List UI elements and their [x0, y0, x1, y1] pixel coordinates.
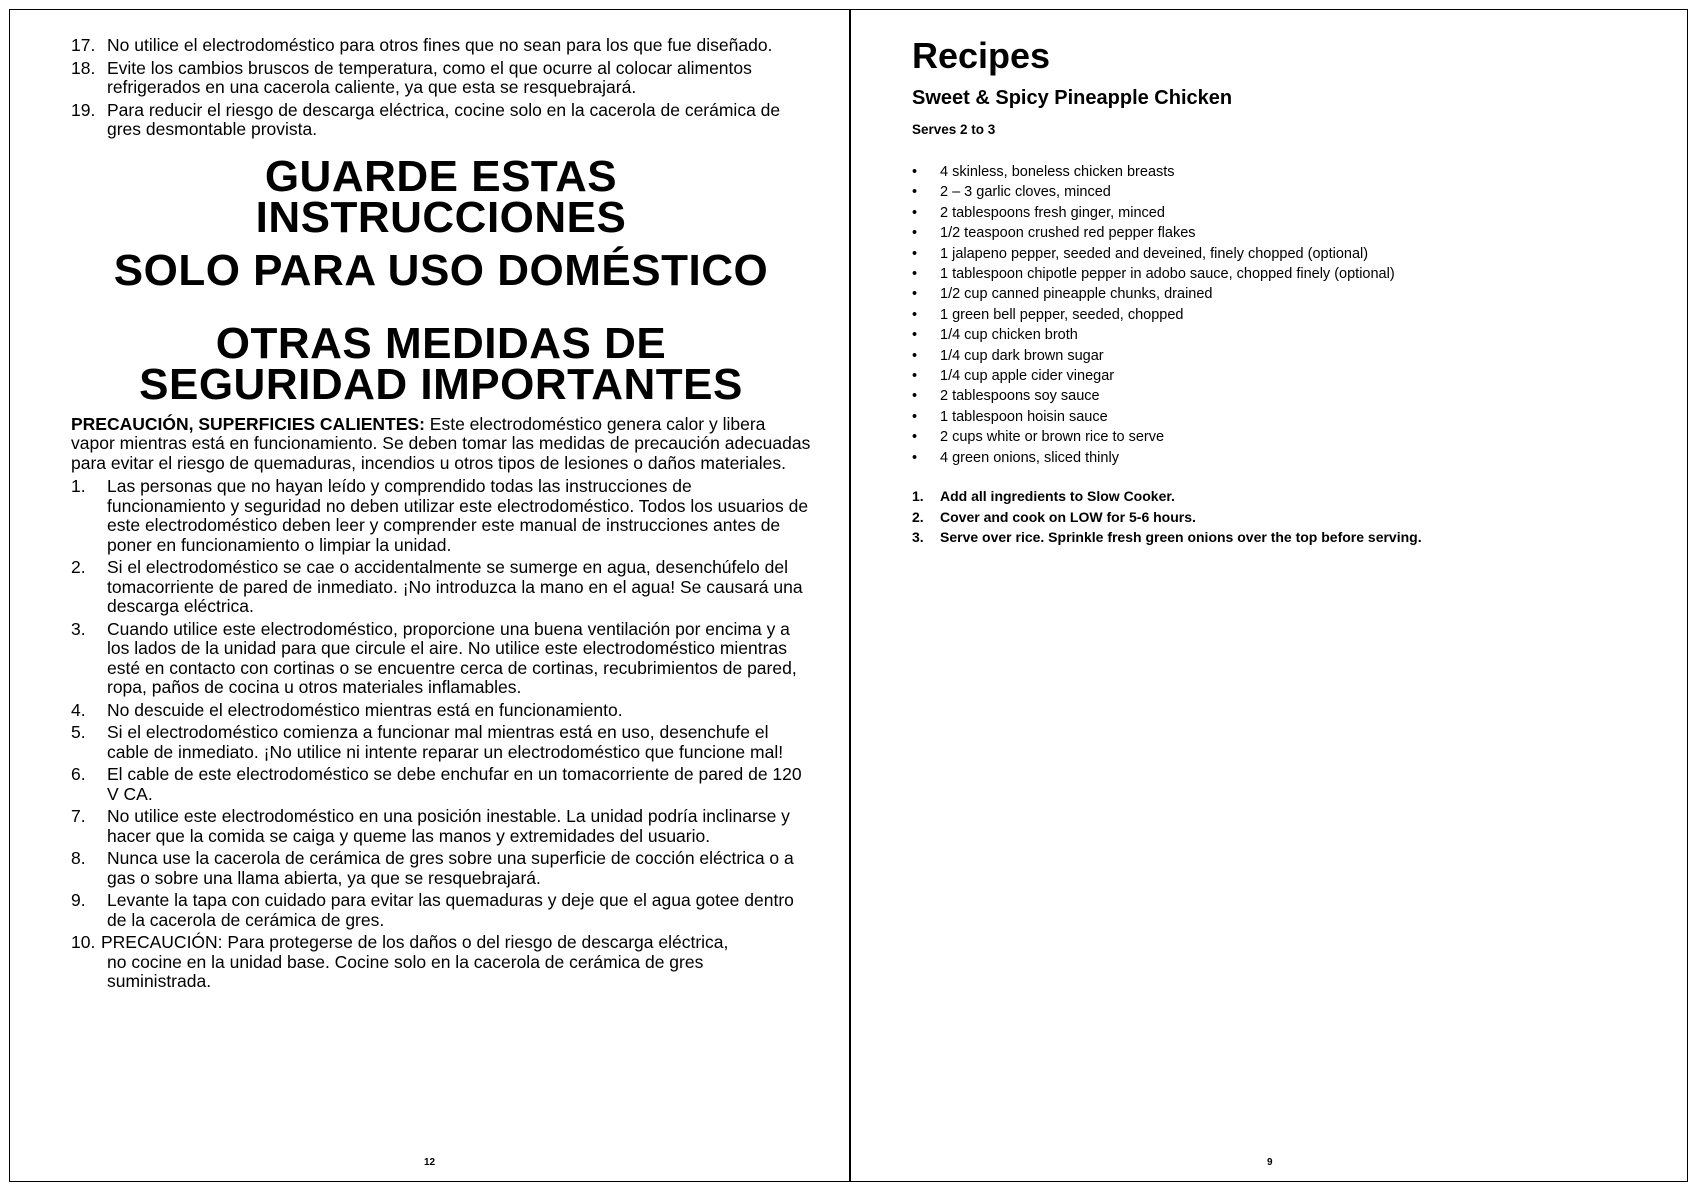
bullet-icon: • — [912, 184, 918, 201]
bullet-icon: • — [912, 429, 918, 446]
recipes-title: Recipes — [912, 35, 1051, 76]
ingredient-item — [912, 386, 1652, 406]
ingredient-item — [912, 407, 1652, 427]
ingredient-text: 2 – 3 garlic cloves, minced — [940, 184, 1111, 201]
item-number: 18. — [71, 57, 96, 78]
item-text: Las personas que no hayan leído y comprendido todas las instrucciones de funcionamiento y seguridad no deben utilizar este electrodoméstico. Todos los usuarios de este electrodoméstico deben leer y comprender este manual de instrucciones antes de poner en funcionamiento o limpiar la unidad. — [107, 476, 809, 555]
item-number: 17. — [71, 35, 96, 55]
item-text: Si el electrodoméstico comienza a funcionar mal mientras está en uso, desenchufe el cable de inmediato. ¡No utilice ni intente reparar un electrodoméstico que funcione mal! — [107, 722, 784, 762]
item-text-continued: no cocine en la unidad base. Cocine solo en la cacerola de cerámica de gres suministrada. — [107, 951, 704, 991]
ingredient-text: 1/4 cup chicken broth — [940, 327, 1078, 344]
ingredient-text: 1 tablespoon hoisin sauce — [940, 408, 1108, 425]
bullet-icon: • — [912, 347, 918, 364]
item-text: No utilice este electrodoméstico en una posición inestable. La unidad podría inclinarse y hacer que la comida se caiga y queme las manos y extremidades del usuario. — [107, 806, 790, 846]
ingredient-text: 1/4 cup apple cider vinegar — [940, 368, 1115, 385]
item-number: 19. — [71, 99, 96, 120]
top-items-list — [71, 36, 811, 140]
steps-list — [912, 486, 1652, 547]
ingredient-item — [912, 244, 1652, 264]
ingredient-text: 1/4 cup dark brown sugar — [940, 347, 1104, 364]
item-number: 4. — [71, 699, 86, 720]
item-number: 9. — [71, 890, 86, 910]
left-page — [9, 9, 849, 1182]
item-number: 3. — [71, 618, 86, 639]
ingredient-text: 2 tablespoons fresh ginger, minced — [940, 204, 1165, 221]
step-number: 3. — [912, 528, 924, 545]
item-text: PRECAUCIÓN: Para protegerse de los daños o del riesgo de descarga eléctrica, — [101, 932, 729, 952]
list-item — [71, 933, 811, 992]
heading-line: GUARDE ESTAS — [264, 151, 618, 201]
bullet-icon: • — [912, 225, 918, 242]
ingredient-text: 4 green onions, sliced thinly — [940, 449, 1119, 466]
ingredient-item — [912, 284, 1652, 304]
page-number: 12 — [424, 1157, 436, 1168]
ingredient-text: 1 jalapeno pepper, seeded and deveined, finely chopped (optional) — [940, 245, 1369, 262]
heading-solo-para-uso-domestico: SOLO PARA USO DOMÉSTICO — [113, 245, 769, 295]
item-text: No utilice el electrodoméstico para otros fines que no sean para los que fue diseñado. — [107, 35, 773, 55]
list-item — [71, 477, 811, 555]
step-text: Add all ingredients to Slow Cooker. — [940, 488, 1175, 505]
item-text: Evite los cambios bruscos de temperatura, como el que ocurre al colocar alimentos refrigerados en una cacerola caliente, ya que esta se resquebrajará. — [107, 57, 752, 97]
item-text: El cable de este electrodoméstico se debe enchufar en un tomacorriente de pared de 120 V CA. — [107, 764, 802, 804]
bullet-icon: • — [912, 245, 918, 262]
step-text: Cover and cook on LOW for 5-6 hours. — [940, 508, 1196, 525]
item-number: 6. — [71, 764, 86, 784]
item-number: 1. — [71, 476, 86, 496]
left-page-content — [71, 36, 811, 995]
bullet-icon: • — [912, 164, 918, 180]
step-number: 2. — [912, 508, 924, 525]
item-number: 7. — [71, 806, 86, 826]
ingredient-text: 4 skinless, boneless chicken breasts — [940, 164, 1175, 180]
ingredient-item — [912, 366, 1652, 386]
list-item — [71, 36, 811, 56]
ingredient-item — [912, 223, 1652, 243]
ingredient-text: 1 tablespoon chipotle pepper in adobo sauce, chopped finely (optional) — [940, 266, 1395, 283]
item-text: Para reducir el riesgo de descarga eléctrica, cocine solo en la cacerola de cerámica de gres desmontable provista. — [107, 99, 781, 139]
ingredient-item — [912, 182, 1652, 202]
step-item — [912, 527, 1652, 547]
bullet-icon: • — [912, 327, 918, 344]
bullet-icon: • — [912, 449, 918, 466]
right-page — [850, 9, 1688, 1182]
ingredient-item — [912, 162, 1652, 182]
ingredient-text: 2 tablespoons soy sauce — [940, 388, 1100, 405]
bullet-icon: • — [912, 204, 918, 221]
item-text: No descuide el electrodoméstico mientras está en funcionamiento. — [107, 699, 623, 720]
caution-paragraph — [71, 415, 811, 474]
item-text: Levante la tapa con cuidado para evitar las quemaduras y deje que el agua gotee dentro de la cacerola de cerámica de gres. — [107, 890, 794, 930]
bullet-icon: • — [912, 368, 918, 385]
ingredient-text: 1/2 teaspoon crushed red pepper flakes — [940, 225, 1196, 242]
bullet-icon: • — [912, 388, 918, 405]
list-item — [71, 891, 811, 930]
recipe-name: Sweet & Spicy Pineapple Chicken — [912, 87, 1233, 109]
page-number: 9 — [1267, 1157, 1273, 1168]
ingredient-item — [912, 264, 1652, 284]
list-item — [71, 849, 811, 888]
ingredient-item — [912, 305, 1652, 325]
heading-line: SEGURIDAD IMPORTANTES — [139, 359, 743, 409]
ingredient-text: 1/2 cup canned pineapple chunks, drained — [940, 286, 1213, 303]
right-page-content — [912, 36, 1652, 547]
list-item — [71, 701, 811, 721]
step-number: 1. — [912, 488, 924, 505]
list-item — [71, 558, 811, 617]
heading-guarde-estas-instrucciones — [71, 151, 811, 242]
item-text: Si el electrodoméstico se cae o accidentalmente se sumerge en agua, desenchúfelo del tomacorriente de pared de inmediato. ¡No introduzca la mano en el agua! Se causará una descarga eléctrica. — [107, 557, 803, 616]
safety-items-list — [71, 477, 811, 992]
ingredient-text: 2 cups white or brown rice to serve — [940, 429, 1165, 446]
step-item — [912, 486, 1652, 506]
heading-otras-medidas — [71, 318, 811, 409]
ingredient-item — [912, 325, 1652, 345]
ingredient-item — [912, 427, 1652, 447]
item-number: 8. — [71, 848, 86, 868]
list-item — [71, 101, 811, 140]
ingredient-item — [912, 448, 1652, 468]
heading-line: OTRAS MEDIDAS DE — [215, 318, 667, 368]
serves-label: Serves 2 to 3 — [912, 122, 996, 137]
step-item — [912, 507, 1652, 527]
caution-text: Este electrodoméstico genera calor y libera vapor mientras está en funcionamiento. Se deben tomar las medidas de precaución adecuadas para evitar el riesgo de quemaduras, incendios u otros tipos de lesiones o daños materiales. — [71, 413, 811, 473]
item-number: 5. — [71, 722, 86, 742]
bullet-icon: • — [912, 286, 918, 303]
list-item — [71, 59, 811, 98]
caution-label: PRECAUCIÓN, SUPERFICIES CALIENTES: — [71, 413, 425, 434]
item-text: Nunca use la cacerola de cerámica de gres sobre una superficie de cocción eléctrica o a gas o sobre una llama abierta, ya que se resquebrajará. — [107, 848, 794, 888]
item-number: 2. — [71, 557, 86, 577]
ingredient-item — [912, 203, 1652, 223]
list-item — [71, 723, 811, 762]
list-item — [71, 807, 811, 846]
bullet-icon: • — [912, 266, 918, 283]
bullet-icon: • — [912, 306, 918, 323]
ingredients-list — [912, 162, 1652, 468]
item-number: 10. — [71, 932, 96, 952]
heading-line: INSTRUCCIONES — [255, 192, 627, 242]
step-text: Serve over rice. Sprinkle fresh green onions over the top before serving. — [940, 528, 1422, 545]
ingredient-item — [912, 346, 1652, 366]
list-item — [71, 765, 811, 804]
item-text: Cuando utilice este electrodoméstico, proporcione una buena ventilación por encima y a los lados de la unidad para que circule el aire. No utilice este electrodoméstico mientras esté en contacto con cortinas o se encuentre cerca de cortinas, recubrimientos de pared, ropa, paños de cocina u otros materiales inflamables. — [107, 618, 797, 697]
bullet-icon: • — [912, 408, 918, 425]
list-item — [71, 620, 811, 698]
ingredient-text: 1 green bell pepper, seeded, chopped — [940, 306, 1184, 323]
